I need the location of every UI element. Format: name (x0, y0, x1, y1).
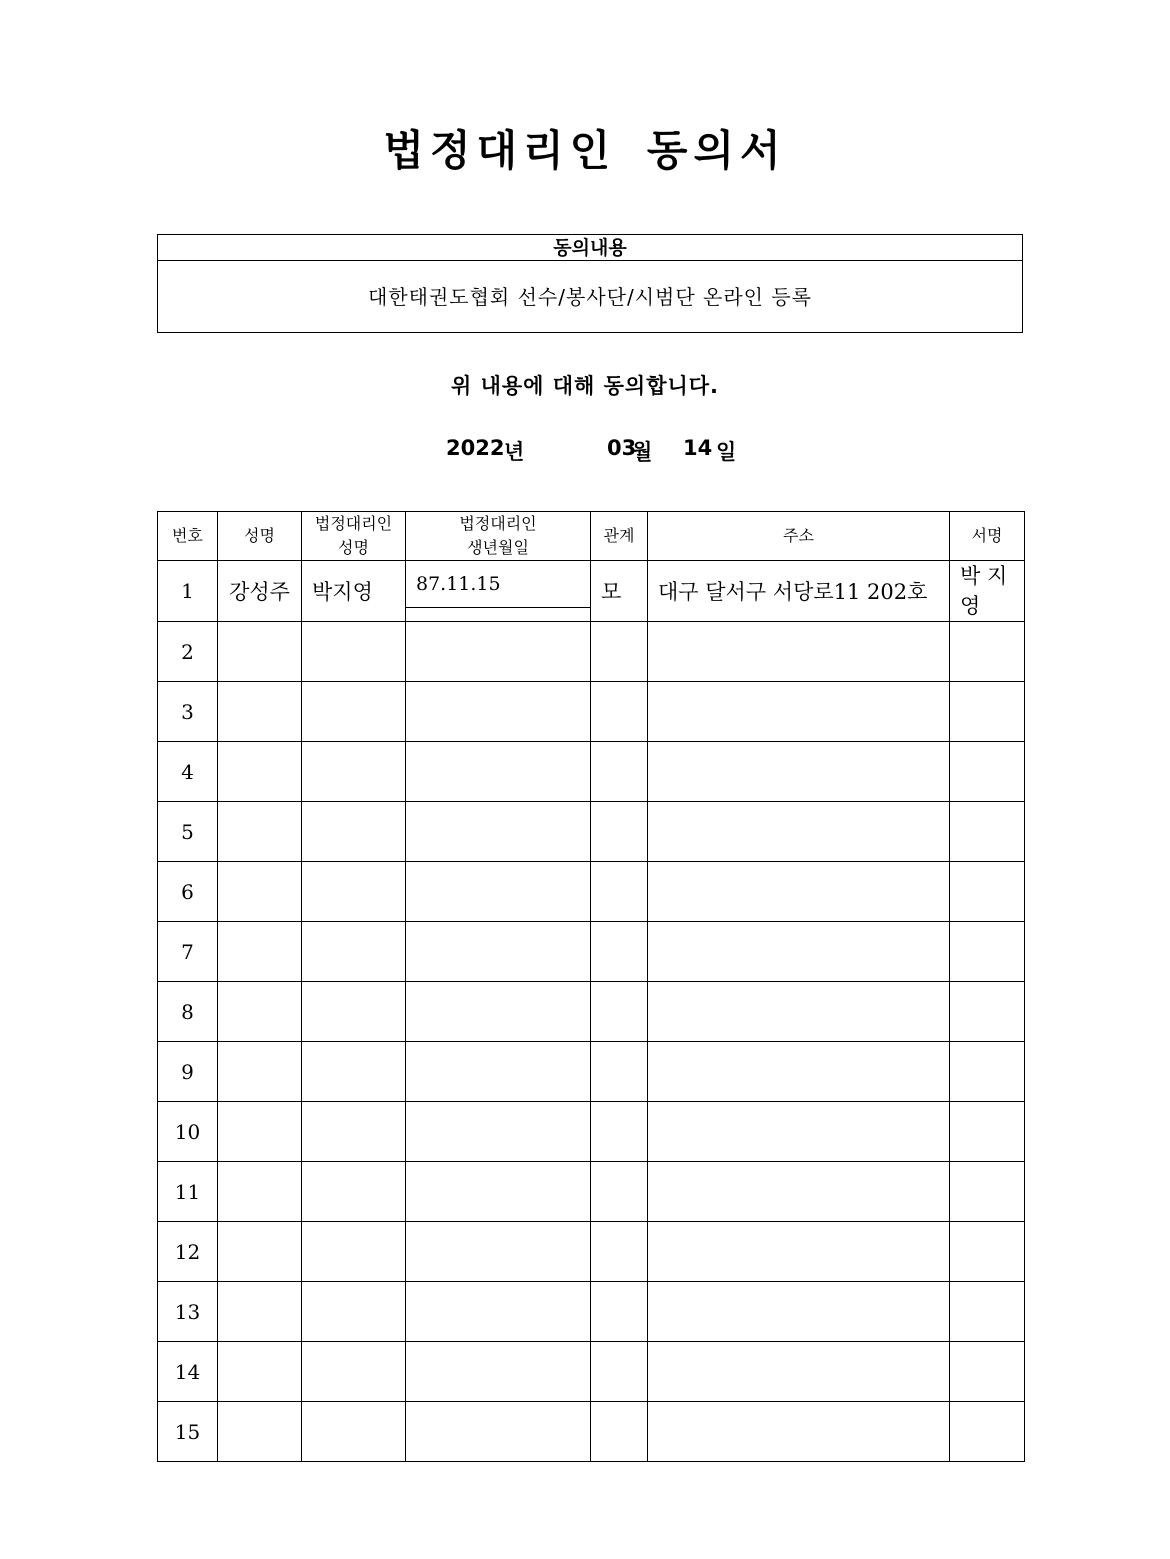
cell-rep-name (302, 1222, 406, 1282)
table-row (158, 561, 1025, 622)
cell-birth (406, 1342, 591, 1402)
cell-birth (406, 922, 591, 982)
date-day: 14 (683, 436, 713, 460)
table-row (158, 1282, 1025, 1342)
header-rep-birth-line1: 법정대리인 (459, 514, 537, 533)
table-row (158, 1402, 1025, 1462)
cell-birth (406, 1042, 591, 1102)
cell-no: 3 (158, 682, 218, 742)
cell-birth (406, 622, 591, 682)
cell-address (648, 1282, 950, 1342)
guardian-table (157, 511, 1025, 1462)
cell-name (218, 1342, 302, 1402)
cell-no: 4 (158, 742, 218, 802)
cell-no: 15 (158, 1402, 218, 1462)
cell-rep-name (302, 1402, 406, 1462)
cell-name (218, 682, 302, 742)
cell-no: 11 (158, 1162, 218, 1222)
cell-no: 7 (158, 922, 218, 982)
cell-rep-name (302, 922, 406, 982)
cell-no: 13 (158, 1282, 218, 1342)
cell-signature (950, 622, 1025, 682)
cell-rep-name (302, 682, 406, 742)
cell-name (218, 1402, 302, 1462)
table-row (158, 742, 1025, 802)
cell-address (648, 1222, 950, 1282)
cell-relation (591, 1282, 648, 1342)
address-part-c: 호 (907, 580, 928, 604)
cell-name (218, 1162, 302, 1222)
cell-address (648, 802, 950, 862)
cell-relation (591, 982, 648, 1042)
cell-no: 9 (158, 1042, 218, 1102)
cell-name (218, 982, 302, 1042)
cell-address (648, 1102, 950, 1162)
header-relation: 관계 (591, 512, 648, 561)
cell-relation (591, 622, 648, 682)
consent-header: 동의내용 (158, 235, 1022, 261)
cell-birth (406, 1222, 591, 1282)
cell-address (648, 1162, 950, 1222)
cell-relation (591, 742, 648, 802)
cell-relation (591, 1222, 648, 1282)
cell-signature (950, 922, 1025, 982)
cell-name (218, 1102, 302, 1162)
cell-signature (950, 862, 1025, 922)
cell-signature (950, 1222, 1025, 1282)
cell-signature (950, 1162, 1025, 1222)
table-row (158, 982, 1025, 1042)
table-row (158, 922, 1025, 982)
cell-no: 10 (158, 1102, 218, 1162)
cell-address (648, 682, 950, 742)
cell-relation (591, 802, 648, 862)
cell-name (218, 862, 302, 922)
cell-name (218, 1222, 302, 1282)
table-row (158, 1222, 1025, 1282)
cell-relation (591, 1042, 648, 1102)
table-row (158, 862, 1025, 922)
address-part-a: 대구 달서구 서당로 (658, 580, 834, 604)
cell-no: 14 (158, 1342, 218, 1402)
cell-address (648, 862, 950, 922)
cell-signature (950, 1102, 1025, 1162)
cell-signature (950, 982, 1025, 1042)
cell-relation (591, 922, 648, 982)
cell-rep-name (302, 1102, 406, 1162)
cell-relation (591, 682, 648, 742)
header-signature: 서명 (950, 512, 1025, 561)
cell-rep-name (302, 1042, 406, 1102)
cell-address (648, 561, 950, 622)
header-rep-birth-line2: 생년월일 (467, 538, 529, 557)
cell-signature (950, 1282, 1025, 1342)
cell-signature (950, 1342, 1025, 1402)
birth-value: 87.11.15 (416, 573, 501, 595)
header-name: 성명 (218, 512, 302, 561)
header-rep-name-line2: 성명 (338, 538, 369, 557)
consent-content: 대한태권도협회 선수/봉사단/시범단 온라인 등록 (368, 285, 812, 309)
cell-birth (406, 1102, 591, 1162)
table-row (158, 1042, 1025, 1102)
header-rep-birth (406, 512, 591, 561)
cell-signature (950, 1042, 1025, 1102)
date-day-unit: 일 (716, 440, 737, 464)
cell-relation (591, 1162, 648, 1222)
header-no: 번호 (158, 512, 218, 561)
header-address: 주소 (648, 512, 950, 561)
cell-birth (406, 1282, 591, 1342)
cell-name: 강성주 (218, 561, 302, 622)
table-header-row (158, 512, 1025, 561)
cell-divider (406, 607, 590, 608)
cell-rep-name (302, 982, 406, 1042)
cell-no: 6 (158, 862, 218, 922)
cell-relation: 모 (591, 561, 648, 622)
date-year: 2022 (446, 436, 505, 460)
cell-address (648, 622, 950, 682)
cell-no: 8 (158, 982, 218, 1042)
consent-box (157, 234, 1023, 333)
header-rep-name (302, 512, 406, 561)
cell-rep-name (302, 862, 406, 922)
cell-address (648, 1342, 950, 1402)
cell-address (648, 1042, 950, 1102)
cell-relation (591, 1342, 648, 1402)
document-title: 법정대리인 동의서 (383, 126, 787, 175)
cell-no: 5 (158, 802, 218, 862)
table-row (158, 1162, 1025, 1222)
cell-birth (406, 1402, 591, 1462)
date-month-unit: 월 (632, 440, 653, 464)
agreement-statement: 위 내용에 대해 동의합니다. (450, 374, 720, 398)
cell-relation (591, 862, 648, 922)
cell-birth (406, 862, 591, 922)
cell-rep-name (302, 622, 406, 682)
cell-birth (406, 682, 591, 742)
table-row (158, 622, 1025, 682)
cell-name (218, 802, 302, 862)
date-year-unit: 년 (504, 440, 525, 464)
cell-name (218, 742, 302, 802)
date-month: 03 (607, 436, 637, 460)
cell-rep-name (302, 1282, 406, 1342)
table-row (158, 1342, 1025, 1402)
cell-signature (950, 802, 1025, 862)
cell-name (218, 922, 302, 982)
table-row (158, 1102, 1025, 1162)
cell-signature (950, 1402, 1025, 1462)
cell-name (218, 622, 302, 682)
cell-birth (406, 742, 591, 802)
cell-rep-name (302, 1342, 406, 1402)
cell-signature (950, 682, 1025, 742)
cell-rep-name (302, 1162, 406, 1222)
table-row (158, 682, 1025, 742)
cell-birth (406, 982, 591, 1042)
cell-address (648, 922, 950, 982)
cell-no: 1 (158, 561, 218, 622)
cell-signature: 박 지 영 (950, 561, 1025, 622)
cell-rep-name (302, 802, 406, 862)
table-row (158, 802, 1025, 862)
cell-address (648, 982, 950, 1042)
cell-rep-name (302, 742, 406, 802)
cell-address (648, 1402, 950, 1462)
cell-address (648, 742, 950, 802)
cell-name (218, 1282, 302, 1342)
cell-rep-name: 박지영 (302, 561, 406, 622)
cell-relation (591, 1402, 648, 1462)
cell-name (218, 1042, 302, 1102)
header-rep-name-line1: 법정대리인 (314, 514, 393, 533)
cell-birth (406, 1162, 591, 1222)
cell-no: 12 (158, 1222, 218, 1282)
cell-signature (950, 742, 1025, 802)
address-part-b: 11 202 (833, 580, 908, 604)
cell-birth (406, 802, 591, 862)
cell-relation (591, 1102, 648, 1162)
cell-birth (406, 561, 591, 622)
cell-no: 2 (158, 622, 218, 682)
